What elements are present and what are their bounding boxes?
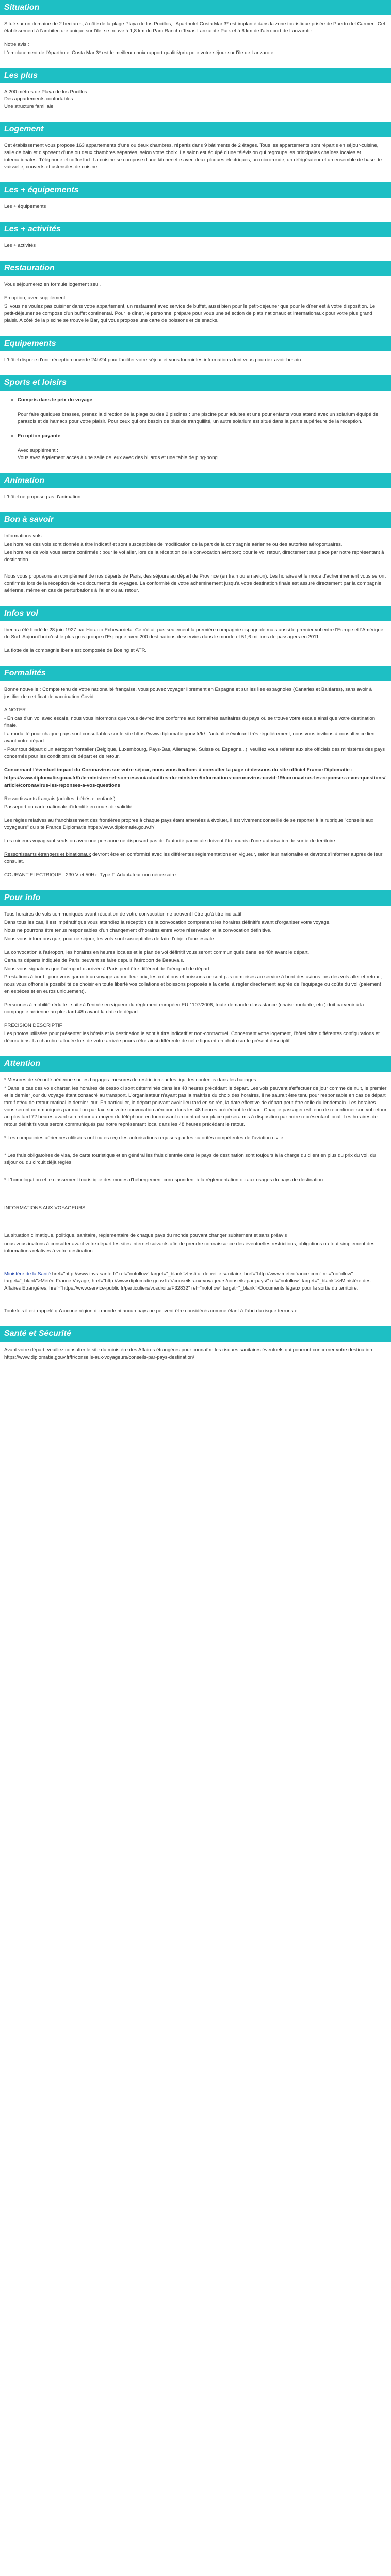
paragraph: Cet établissement vous propose 163 appartements d'une ou deux chambres, répartis dans 9 bâtiments de 2 étages. Tous les appartements sont répartis en séjour-cuisine, salle de bain et disposent d'une ou deux chambres séparées, selon votre choix. Le salon est équipé d'une télévision qui regroupe les principales chaînes locales et internationales. Téléphone et coffre fort. La cuisine se compose d'une kitchenette avec deux plaques électriques, un micro-onde, un réfrigérateur et un ensemble de base de vaisselle, couverts et ustensiles de cuisine. [4,143,382,170]
paragraph: Les mineurs voyageant seuls ou avec une personne ne disposant pas de l'autorité parentale doivent être munis d'une autorisation de sortie de territoire. [4,838,337,844]
section-equip [0,336,391,364]
paragraph: Les + équipements [4,204,46,209]
section-title: Les + équipements [0,182,391,198]
paragraph: - En cas d'un vol avec escale, nous vous informons que vous devrez être conforme aux formalités sanitaires du pays où se trouve votre escale ainsi que votre destination finale. [4,716,376,728]
section-logement [0,122,391,171]
paragraph: * Dans le cas des vols charter, les horaires de cesso ci sont déterminés dans les 48 heures précédant le départ. Les vols peuvent s'effectuer de jour comme de nuit, le premier et le dernier jour du voyage étant consacré au transport. L'organisateur n'ayant pas la maîtrise du choix des horaires, il ne saurait être tenu pour responsable en cas de départ tardif et/ou de retour matinal le dernier jour. En particulier, le départ pouvant avoir lieu tard en soirée, la date effective de départ peut être celle du lendemain. Les horaires vous seront communiqués par mail ou par fax, sur votre convocation aéroport dans les 48 heures précédant le départ. Chaque passager est tenu de reconfirmer son vol retour au plus tard 72 heures avant son retour au moyen du téléphone en fournissant un contact sur place qui sera mis à disposition par notre représentant local. Les horaires de retour définitifs vous seront communiqués par notre représentant local dans les 48 heures précédant le retour. [4,1086,387,1127]
paragraph: L'hôtel dispose d'une réception ouverte 24h/24 pour faciliter votre séjour et vous fournir les informations dont vous pourriez avoir besoin. [4,357,303,363]
section-title: Infos vol [0,606,391,621]
section-sante-securite [0,1326,391,1361]
paragraph: Prestations à bord : pour vous garantir un voyage au meilleur prix, les collations et boissons ne sont pas comprises au service à bord des avions lors des vols aller et retour ; nous vous offrons la possibilité de choisir en toute liberté vos collations et boissons proposés à la carte, à régler directement auprès de l'équipage ou coûts du vol (paiement en espèces et en euros uniquement). [4,974,383,994]
section-formalites [0,666,391,879]
paragraph: La convocation à l'aéroport, les horaires en heures locales et le plan de vol définitif vous seront communiqués dans les 48h avant le départ. [4,950,309,955]
paragraph: * L'homologation et le classement touristique des modes d'hébergement correspondent à la réglementation ou aux usages du pays de destination. [4,1177,324,1183]
section-title: Santé et Sécurité [0,1326,391,1342]
paragraph: INFORMATIONS AUX VOYAGEURS : [4,1205,88,1211]
section-pour-info [0,890,391,1045]
paragraph: Nous ne pourrons être tenus responsables d'un changement d'horaires entre votre réservation et la convocation définitive. [4,928,272,934]
paragraph: PRÉCISION DESCRIPTIF [4,1023,62,1028]
paragraph: Dans tous les cas, il est impératif que vous attendiez la réception de la convocation comprenant les horaires définitifs avant d'organiser votre voyage. [4,920,331,925]
paragraph: Vous séjournerez en formule logement seul. [4,282,101,287]
paragraph: nous vous invitons à consulter avant votre départ les sites internet suivants afin de prendre connaissance des éventuelles restrictions, obligations ou tout simplement des informations relatives à votre destination. [4,1241,375,1254]
paragraph: Tous horaires de vols communiqués avant réception de votre convocation ne peuvent l'être qu'à titre indicatif. [4,911,243,917]
paragraph: L'hôtel ne propose pas d'animation. [4,494,82,500]
section-situation [0,0,391,57]
section-animation [0,473,391,501]
paragraph: Les + activités [4,243,36,248]
paragraph: Toutefois il est rappelé qu'aucune région du monde ni aucun pays ne peuvent être considérés comme étant à l'abri du risque terroriste. [4,1308,299,1314]
section-title: Bon à savoir [0,512,391,528]
section-title: Les plus [0,68,391,83]
paragraph: - Pour tout départ d'un aéroport frontalier (Belgique, Luxembourg, Pays-Bas, Allemagne, Suisse ou Espagne...), veuillez vous référer aux site officiels des ministères des pays concernés pour les conditions de départ et de retour. [4,747,385,759]
paragraph: Bonne nouvelle : Compte tenu de votre nationalité française, vous pouvez voyager librement en Espagne et sur les îles espagnoles (Canaries et Baléares), sans avoir à justifier de certificat de vaccination Covid. [4,687,372,700]
paragraph: Iberia a été fondé le 28 juin 1927 par Horacio Echevarrieta. Ce n'était pas seulement la première compagnie espagnole mais aussi le premier vol entre l'Europe et l'Amérique du Sud. Aujourd'hui c'est le plus gros groupe d'Espagne avec 200 destinations desservies dans le monde et 51,6 millions de passagers en 2011. [4,627,384,640]
section-title: Logement [0,122,391,137]
paragraph: Informations vols : [4,533,44,539]
section-title: Sports et loisirs [0,375,391,391]
section-title: Restauration [0,261,391,276]
link[interactable]: https://www.diplomatie.gouv.fr/fr/le-ministere-et-son-reseau/actualites-du-ministere/informations-coronavirus-covid-19/coronavirus-les-reponses-a-vos-questions/article/coronavirus-les-reponses-a-vos-questions [4,775,386,788]
paragraph: Les photos utilisées pour présenter les hôtels et la destination le sont à titre indicatif et non-contractuel. Concernant votre logement, l'hôtel offre différentes configurations et décorations. La chambre allouée lors de votre arrivée pourra être ainsi différente de celle figurant en photo sur le présent descriptif. [4,1031,380,1044]
paragraph: Les horaires des vols sont donnés à titre indicatif et sont susceptibles de modification de la part de la compagnie aérienne ou des autorités aéroportuaires. [4,541,343,547]
section-title: Les + activités [0,222,391,237]
paragraph: Si vous ne voulez pas cuisiner dans votre appartement, un restaurant avec service de buffet, aussi bien pour le petit-déjeuner que pour le dîner est à votre disposition. Le petit-déjeuner se compose d'un buffet continental. Pour le dîner, le personnel prépare pour vous une sélection de plats nationaux et internationaux pour votre plus grand plaisir. A côté de la piscine se trouve le Bar, qui vous propose une carte de boissons et de snacks. [4,303,376,324]
paragraph: Personnes à mobilité réduite : suite à l'entrée en vigueur du règlement européen EU 1107/2006, toute demande d'assistance (chaise roulante, etc.) doit parvenir à la compagnie aérienne au plus tard 48h avant la date de départ. [4,1002,364,1015]
paragraph: Ministère de la Santé href="http://www.invs.sante.fr" rel="nofollow" target="_blank">Institut de veille sanitaire, href="http://www.meteofrance.com" rel="nofollow" target="_blank">Météo France Voyage, href="http://www.diplomatie.gouv.fr/fr/conseils-aux-voyageurs/conseils-par-pays/" rel="nofollow" target="_blank">>Ministère des Affaires Etrangères, href="https://www.service-public.fr/particuliers/vosdroits/F32832" rel="nofollow" target="_blank">Documents légaux pour la sortie du territoire. [4,1271,371,1291]
section-title: Situation [0,0,391,15]
paragraph: Ressortissants étrangers et binationaux devront être en conformité avec les différentes réglementations en vigueur, selon leur nationalité et devront s'informer auprès de leur consulat. [4,852,383,865]
sports-list [4,397,387,462]
paragraph: Certains départs indiqués de Paris peuvent se faire depuis l'aéroport de Beauvais. [4,958,185,963]
paragraph: En option, avec supplément : [4,295,68,301]
section-equipements-plus [0,182,391,210]
list-item: A 200 mètres de Playa de los Pocillos Des appartements confortables Une structure familiale [4,89,87,109]
section-title: Pour info [0,890,391,906]
section-title: Formalités [0,666,391,681]
paragraph: * Mesures de sécurité aérienne sur les bagages: mesures de restriction sur les liquides contenus dans les bagages. [4,1077,258,1083]
paragraph: L'emplacement de l'Aparthotel Costa Mar 3* est le meilleur choix rapport qualité/prix pour votre séjour sur l'île de Lanzarote. [4,50,275,56]
list-item: • En option payante Avec supplément : Vous avez également accès à une salle de jeux avec des billards et une table de ping-pong. [18,433,387,462]
section-activites-plus [0,222,391,249]
paragraph: Nous vous proposons en complément de nos départs de Paris, des séjours au départ de Province (en train ou en avion). Les horaires et le mode d'acheminement vous seront confirmés lors de la réception de vos documents de voyages. La conformité de votre acheminement jusqu'à votre destination finale est assuré directement par la compagnie aérienne, même en cas de perturbations à l'aller ou au retour. [4,573,386,594]
section-bon-a-savoir [0,512,391,595]
section-infos-vol [0,606,391,654]
section-plus [0,68,391,110]
paragraph: Ressortissants français (adultes, bébés et enfants) : [4,796,118,802]
link[interactable]: Ministère de la Santé [4,1271,51,1277]
paragraph: La situation climatique, politique, sanitaire, réglementaire de chaque pays du monde pouvant changer subitement et sans préavis [4,1233,287,1239]
paragraph: La modalité pour chaque pays sont consultables sur le site https://www.diplomatie.gouv.fr/fr/ L'actualité évoluant très régulièrement, nous vous invitons à consulter ce lien avant votre départ. [4,731,375,744]
paragraph: Situé sur un domaine de 2 hectares, à côté de la plage Playa de los Pocillos, l'Aparthotel Costa Mar 3* est implanté dans la zone touristique prisée de Puerto del Carmen. Cet établissement à l'architecture unique sur l'île, se trouve à 1,8 km du Parc Rancho Texas Lanzarote Park et à 6 km de l'aéroport de Lanzarote. [4,21,385,34]
section-title: Animation [0,473,391,488]
paragraph: Nous vous signalons que l'aéroport d'arrivée à Paris peut être différent de l'aéroport de départ. [4,966,211,972]
section-restauration [0,261,391,325]
paragraph: Avant votre départ, veuillez consulter le site du ministère des Affaires étrangères pour connaître les risques sanitaires éventuels qui pourront concerner votre destination : https://www.diplomatie.gouv.fr/fr/conseils-aux-voyageurs/conseils-par-pays-destination/ [4,1347,376,1360]
paragraph: * Les frais obligatoires de visa, de carte touristique et en général les frais d'entrée dans le pays de destination sont toujours à la charge du client en plus du prix du vol, du séjour ou du circuit déjà réglés. [4,1153,376,1165]
list-item: • Compris dans le prix du voyage Pour faire quelques brasses, prenez la direction de la plage ou des 2 piscines : une piscine pour adultes et une pour enfants vous attend avec un solarium équipé de parasols et de hamacs pour votre plaisir. Pour ceux qui ont besoin de plus de tranquillité, un autre solarium est situé dans la partie supérieure de la réception. [18,397,387,426]
paragraph: Passeport ou carte nationale d'identité en cours de validité. [4,804,134,810]
paragraph: Les horaires de vols vous seront confirmés : pour le vol aller, lors de la réception de la convocation aéroport; pour le vol retour, directement sur place par notre représentant à destination. [4,550,384,563]
paragraph: Notre avis : [4,42,29,47]
paragraph: Nous vous informons que, pour ce séjour, les vols sont susceptibles de faire l'objet d'une escale. [4,936,215,942]
paragraph: La flotte de la compagnie Iberia est composée de Boeing et ATR. [4,648,147,653]
paragraph: A NOTER [4,707,26,713]
section-attention [0,1056,391,1315]
paragraph: COURANT ELECTRIQUE : 230 V et 50Hz. Type F. Adaptateur non nécessaire. [4,872,177,878]
paragraph: Les règles relatives au franchissement des frontières propres à chaque pays étant amenées à évoluer, il est vivement conseillé de se reporter à la rubrique "conseils aux voyageurs" du site France Diplomatie,https://www.diplomatie.gouv.fr/. [4,818,373,831]
paragraph: Concernant l'éventuel impact du Coronavirus sur votre séjour, nous vous invitons à consulter la page ci-dessous du site officiel France Diplomatie : [4,767,353,773]
section-title: Equipements [0,336,391,351]
paragraph: * Les compagnies aériennes utilisées ont toutes reçu les autorisations requises par les autorités compétentes de l'aviation civile. [4,1135,285,1141]
section-title: Attention [0,1056,391,1072]
section-sports [0,375,391,462]
